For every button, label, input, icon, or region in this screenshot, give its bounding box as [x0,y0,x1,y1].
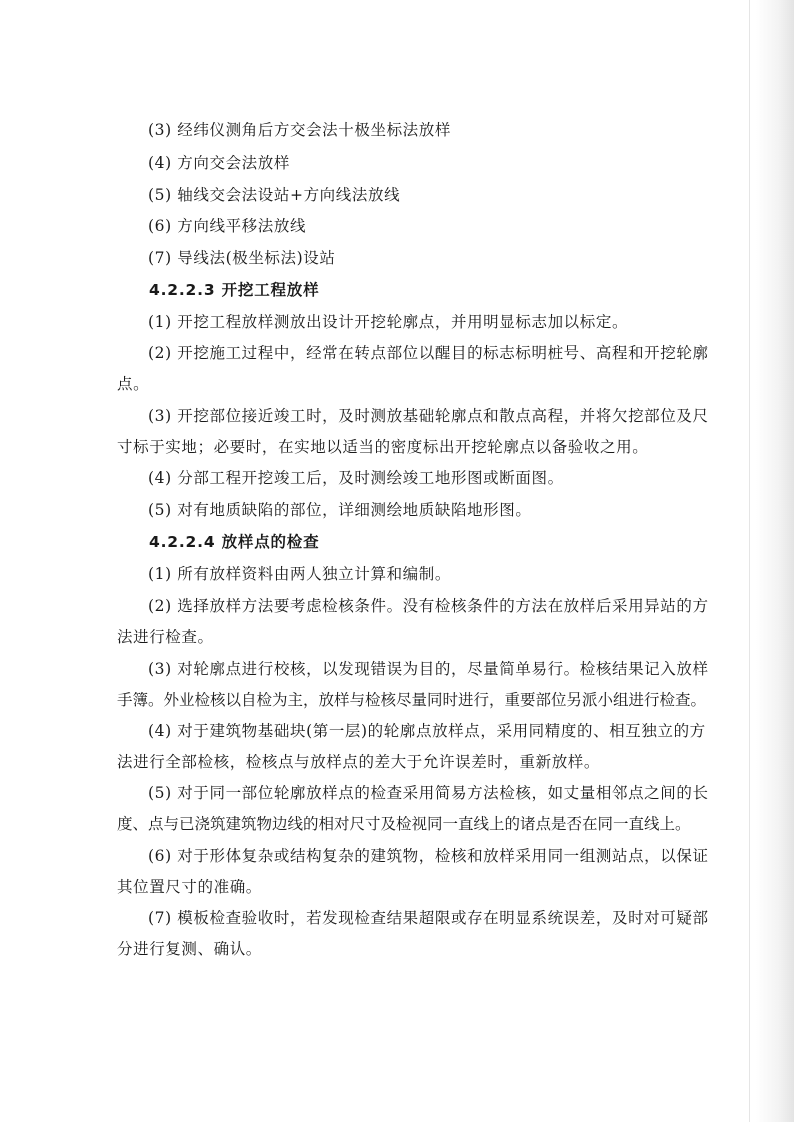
paragraph-line: 法进行检查。 [117,628,214,646]
paragraph-line: 寸标于实地；必要时，在实地以适当的密度标出开挖轮廓点以备验收之用。 [117,438,649,456]
section-heading-4-2-2-4: 4.2.2.4 放样点的检查 [149,533,320,551]
paragraph-line: (1) 所有放样资料由两人独立计算和编制。 [148,565,451,583]
paragraph-line: (5) 对有地质缺陷的部位，详细测绘地质缺陷地形图。 [148,501,532,519]
section-heading-4-2-2-3: 4.2.2.3 开挖工程放样 [149,281,320,299]
scan-shadow-edge [756,0,794,1122]
list-item-6: (6) 方向线平移法放线 [148,217,307,235]
paragraph-line: (4) 分部工程开挖竣工后，及时测绘竣工地形图或断面图。 [148,469,564,487]
list-item-4: (4) 方向交会法放样 [148,154,290,172]
paragraph-line: 手簿。外业检核以自检为主，放样与检核尽量同时进行，重要部位另派小组进行检查。 [117,691,707,709]
scan-fold-line [749,0,750,1122]
paragraph-line: (1) 开挖工程放样测放出设计开挖轮廓点，并用明显标志加以标定。 [148,313,629,331]
list-item-3: (3) 经纬仪测角后方交会法十极坐标法放样 [148,121,451,139]
paragraph-line: (3) 对轮廓点进行校核，以发现错误为目的，尽量简单易行。检核结果记入放样 [148,660,709,678]
paragraph-line: 点。 [117,375,150,393]
paragraph-line: (2) 开挖施工过程中，经常在转点部位以醒目的标志标明桩号、高程和开挖轮廓 [148,344,709,362]
paragraph-line: 法进行全部检核，检核点与放样点的差大于允许误差时，重新放样。 [117,753,601,771]
list-item-5: (5) 轴线交会法设站+方向线法放线 [148,186,401,204]
paragraph-line: (6) 对于形体复杂或结构复杂的建筑物，检核和放样采用同一组测站点，以保证 [148,847,709,865]
paragraph-line: (5) 对于同一部位轮廓放样点的检查采用简易方法检核，如丈量相邻点之间的长 [148,784,709,802]
paragraph-line: (7) 模板检查验收时，若发现检查结果超限或存在明显系统误差，及时对可疑部 [148,909,709,927]
list-item-7: (7) 导线法(极坐标法)设站 [148,249,336,267]
paragraph-line: (3) 开挖部位接近竣工时，及时测放基础轮廓点和散点高程，并将欠挖部位及尺 [148,407,709,425]
paragraph-line: 其位置尺寸的准确。 [117,878,262,896]
paragraph-line: 度、点与已浇筑建筑物边线的相对尺寸及检视同一直线上的诸点是否在同一直线上。 [117,815,691,833]
paragraph-line: 分进行复测、确认。 [117,940,262,958]
paragraph-line: (4) 对于建筑物基础块(第一层)的轮廓点放样点，采用同精度的、相互独立的方 [148,722,706,740]
paragraph-line: (2) 选择放样方法要考虑检核条件。没有检核条件的方法在放样后采用异站的方 [148,597,709,615]
